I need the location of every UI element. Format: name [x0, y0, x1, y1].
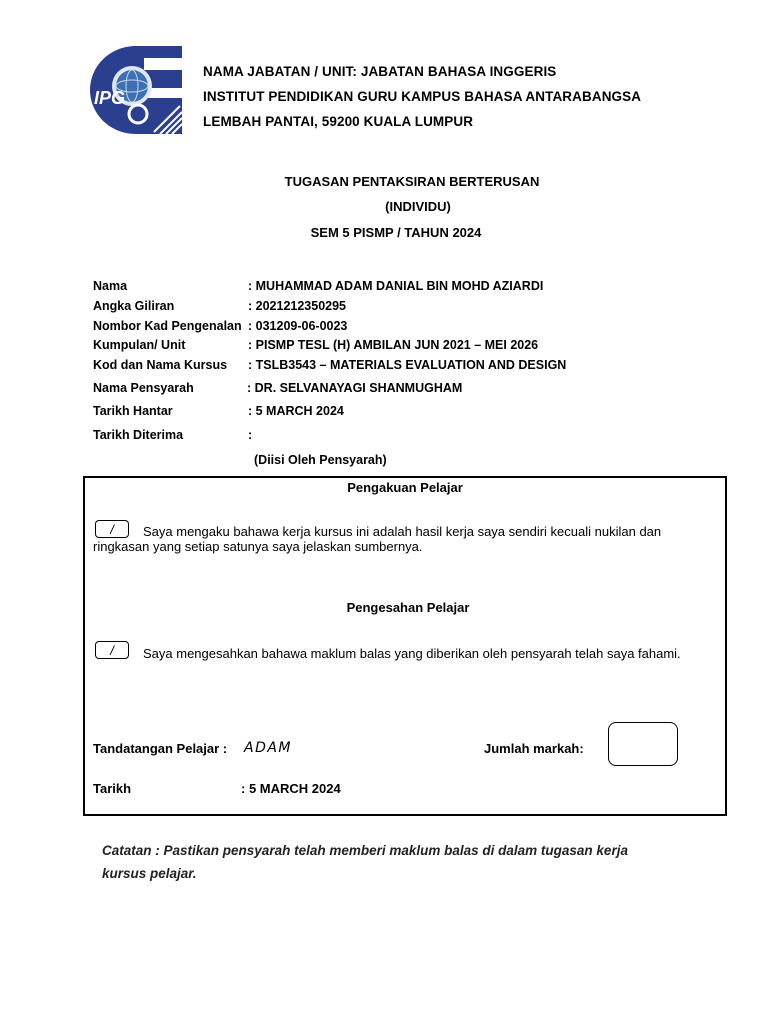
- department-line: NAMA JABATAN / UNIT: JABATAN BAHASA INGGERIS: [203, 64, 557, 79]
- signature-value: ADAM: [244, 740, 293, 756]
- signature-label: Tandatangan Pelajar :: [93, 741, 228, 756]
- declaration-title: Pengakuan Pelajar: [347, 480, 463, 495]
- field-label-kad-pengenalan: Nombor Kad Pengenalan: [93, 319, 242, 333]
- date-value: : 5 MARCH 2024: [241, 781, 341, 796]
- confirmation-text: Saya mengesahkan bahawa maklum balas yang diberikan oleh pensyarah telah saya fahami.: [143, 646, 681, 661]
- declaration-checkbox[interactable]: /: [95, 520, 129, 538]
- field-label-angka-giliran: Angka Giliran: [93, 299, 175, 313]
- assignment-title: TUGASAN PENTAKSIRAN BERTERUSAN: [284, 174, 540, 189]
- field-value-pensyarah: : DR. SELVANAYAGI SHANMUGHAM: [247, 381, 463, 395]
- marks-input-box[interactable]: [608, 722, 678, 766]
- field-value-tarikh-hantar: : 5 MARCH 2024: [248, 404, 344, 418]
- date-label: Tarikh: [93, 781, 132, 796]
- lecturer-fill-note: (Diisi Oleh Pensyarah): [254, 453, 387, 467]
- declaration-text: Saya mengaku bahawa kerja kursus ini adalah hasil kerja saya sendiri kecuali nukilan dan ringkasan yang setiap satunya saya jelaskan sumbernya.: [93, 524, 662, 554]
- logo-text: IPG: [94, 88, 126, 108]
- field-label-tarikh-diterima: Tarikh Diterima: [93, 428, 184, 442]
- confirmation-title: Pengesahan Pelajar: [346, 600, 470, 615]
- field-label-kumpulan: Kumpulan/ Unit: [93, 338, 186, 352]
- field-label-pensyarah: Nama Pensyarah: [93, 381, 194, 395]
- semester-line: SEM 5 PISMP / TAHUN 2024: [310, 225, 482, 240]
- institute-line: INSTITUT PENDIDIKAN GURU KAMPUS BAHASA ANTARABANGSA: [203, 89, 642, 104]
- ipg-logo: [88, 44, 184, 136]
- address-line: LEMBAH PANTAI, 59200 KUALA LUMPUR: [203, 114, 474, 129]
- note-line-1: Catatan : Pastikan pensyarah telah memberi maklum balas di dalam tugasan kerja: [102, 843, 628, 858]
- field-label-nama: Nama: [93, 279, 128, 293]
- field-value-tarikh-diterima: :: [248, 428, 253, 442]
- field-label-kursus: Kod dan Nama Kursus: [93, 358, 228, 372]
- field-value-kumpulan: : PISMP TESL (H) AMBILAN JUN 2021 – MEI 2026: [248, 338, 539, 352]
- assignment-type: (INDIVIDU): [385, 199, 451, 214]
- confirmation-checkbox[interactable]: /: [95, 641, 129, 659]
- marks-label: Jumlah markah:: [484, 741, 584, 756]
- field-value-nama: : MUHAMMAD ADAM DANIAL BIN MOHD AZIARDI: [248, 279, 544, 293]
- field-value-kursus: : TSLB3543 – MATERIALS EVALUATION AND DESIGN: [248, 358, 567, 372]
- field-label-tarikh-hantar: Tarikh Hantar: [93, 404, 173, 418]
- note-line-2: kursus pelajar.: [102, 866, 197, 881]
- field-value-angka-giliran: : 2021212350295: [248, 299, 347, 313]
- field-value-kad-pengenalan: : 031209-06-0023: [248, 319, 348, 333]
